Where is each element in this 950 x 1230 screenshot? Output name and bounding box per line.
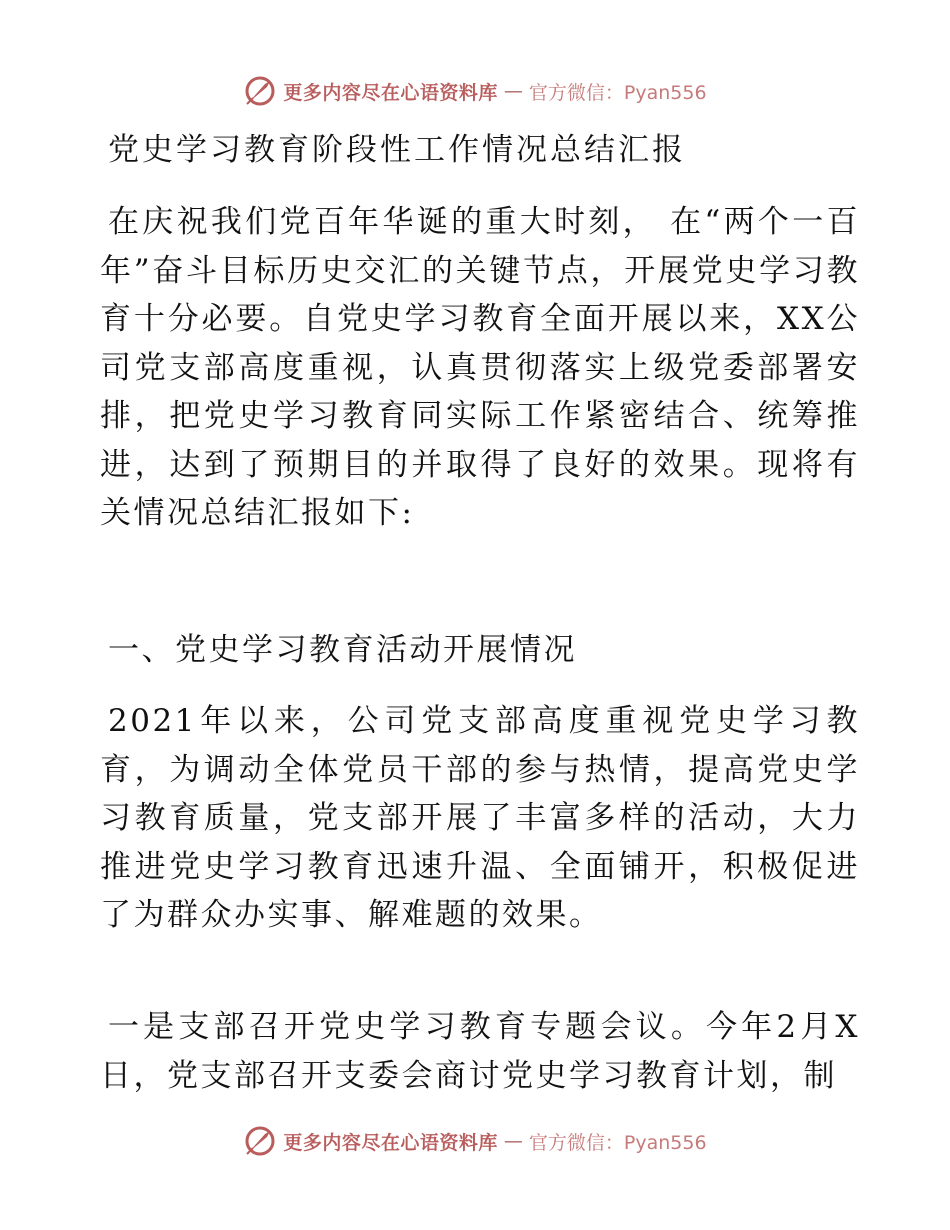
item-paragraph: 一是支部召开党史学习教育专题会议。今年2月X日，党支部召开支委会商讨党史学习教育计划，制 (100, 1009, 860, 1094)
header-watermark (0, 74, 950, 108)
watermark-contact: 官方微信：Pyan556 (528, 1131, 707, 1154)
footer-watermark (0, 1124, 950, 1158)
document-title: 党史学习教育阶段性工作情况总结汇报 (108, 132, 686, 168)
intro-paragraph: 在庆祝我们党百年华诞的重大时刻， 在“两个一百年”奋斗目标历史交汇的关键节点，开展党史学习教育十分必要。自党史学习教育全面开展以来，XX公司党支部高度重视，认真贯彻落实上级党委部署安排，把党史学习教育同实际工作紧密结合、统筹推进，达到了预期目的并取得了良好的效果。现将有关情况总结汇报如下: (100, 204, 860, 531)
watermark-separator: — (503, 1130, 523, 1152)
quill-seal-icon (243, 1124, 277, 1158)
watermark-separator: — (503, 80, 523, 102)
watermark-brand: 更多内容尽在心语资料库 (283, 1131, 498, 1154)
section-heading: 一、党史学习教育活动开展情况 (108, 632, 577, 668)
watermark-contact: 官方微信：Pyan556 (528, 81, 707, 104)
quill-seal-icon (243, 74, 277, 108)
watermark-brand: 更多内容尽在心语资料库 (283, 81, 498, 104)
section-paragraph: 2021年以来，公司党支部高度重视党史学习教育，为调动全体党员干部的参与热情，提高党史学习教育质量，党支部开展了丰富多样的活动，大力推进党史学习教育迅速升温、全面铺开，积极促进了为群众办实事、解难题的效果。 (100, 703, 860, 933)
